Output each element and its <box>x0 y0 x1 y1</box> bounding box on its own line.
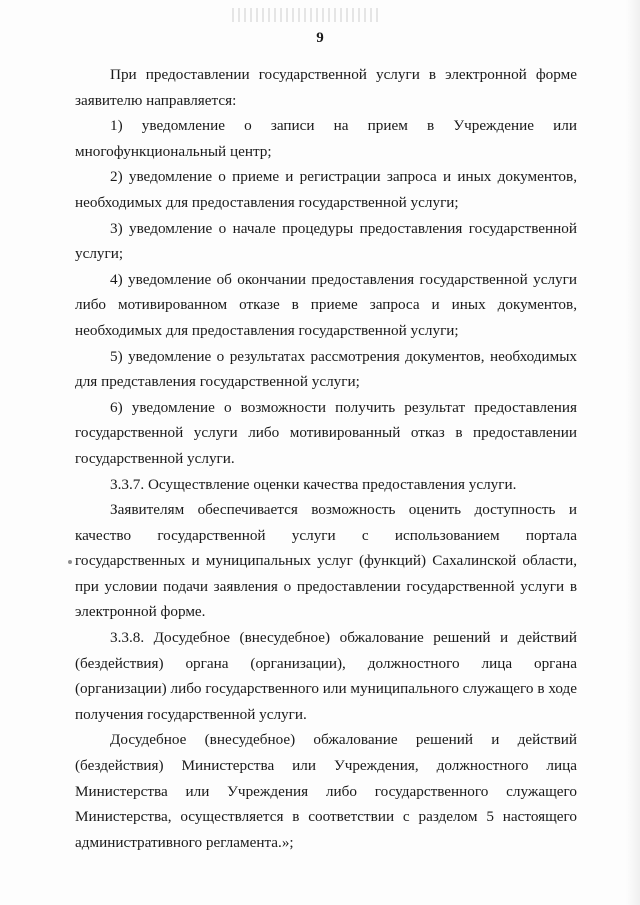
scan-edge-shadow <box>626 0 640 905</box>
list-item-6: 6) уведомление о возможности получить результат предоставления государственной услуги либо мотивированный отказ в предоставлении государственной услуги. <box>75 398 577 467</box>
section-heading-3-3-8: 3.3.8. Досудебное (внесудебное) обжалование решений и действий (бездействия) органа (организации), должностного лица органа (организации) либо государственного или муниципального служащего в ходе получения государственной услуги. <box>75 629 577 723</box>
paragraph-quality-assessment: Заявителям обеспечивается возможность оценить доступность и качество государственной услуги с использованием портала государственных и муниципальных услуг (функций) Сахалинской области, при условии подачи заявления о предоставлении государственной услуги в электронной форме. <box>75 501 577 621</box>
list-item-1: 1) уведомление о записи на прием в Учреждение или многофункциональный центр; <box>75 117 577 160</box>
section-heading-3-3-7: 3.3.7. Осуществление оценки качества предоставления услуги. <box>110 475 517 493</box>
scan-artifact <box>232 8 382 22</box>
paragraph-intro: При предоставлении государственной услуги в электронной форме заявителю направляется: <box>75 66 577 109</box>
page-number: 9 <box>316 30 324 46</box>
list-item-3: 3) уведомление о начале процедуры предоставления государственной услуги; <box>75 219 577 263</box>
list-item-2: 2) уведомление о приеме и регистрации запроса и иных документов, необходимых для предоставления государственной услуги; <box>75 168 577 211</box>
paragraph-appeal: Досудебное (внесудебное) обжалование решений и действий (бездействия) Министерства или Учреждения, должностного лица Министерства или Учреждения либо государственного служащего Министерства, осуществляется в соответствии с разделом 5 настоящего административного регламента.»; <box>75 731 577 851</box>
list-item-4: 4) уведомление об окончании предоставления государственной услуги либо мотивированном отказе в приеме запроса и иных документов, необходимых для предоставления государственной услуги; <box>75 270 577 339</box>
list-item-5: 5) уведомление о результатах рассмотрения документов, необходимых для представления государственной услуги; <box>75 347 577 391</box>
scan-artifact-dot <box>68 560 72 564</box>
document-body <box>75 62 577 855</box>
